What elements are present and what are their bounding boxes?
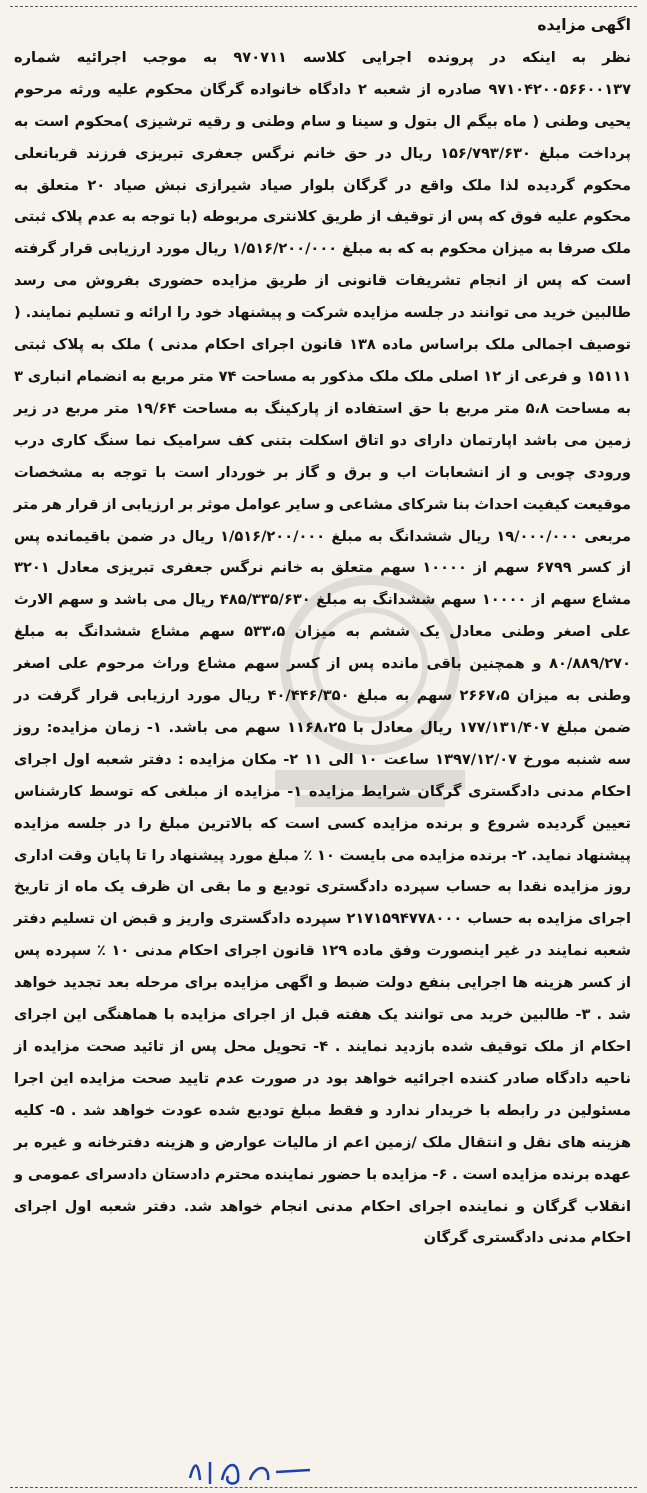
notice-title: اگهی مزایده bbox=[537, 16, 631, 34]
bottom-dashed-rule bbox=[10, 1487, 637, 1488]
auction-notice bbox=[14, 10, 631, 1254]
handwritten-signature-icon bbox=[180, 1450, 330, 1490]
top-dashed-rule bbox=[10, 6, 637, 7]
notice-body: نظر به اینکه در پرونده اجرایی کلاسه ۹۷۰۷۱۱ به موجب اجرائیه شماره ۹۷۱۰۴۲۰۰۵۶۶۰۰۱۳۷ صادره از شعبه ۲ دادگاه خانواده گرگان محکوم علیه ورثه مرحوم یحیی وطنی ( ماه بیگم ال بتول و سینا و سام وطنی و رقیه ترشیزی )محکوم است به پرداخت مبلغ ۱۵۶/۷۹۳/۶۳۰ ریال در حق خانم نرگس جعفری تبریزی فرزند قربانعلی محکوم گردیده لذا ملک واقع در گرگان بلوار صیاد شیرازی نبش صیاد ۲۰ متعلق به محکوم علیه فوق که پس از توقیف از طریق کلانتری مربوطه (با توجه به عدم پلاک ثبتی ملک صرفا به میزان محکوم به که به مبلغ ۱/۵۱۶/۲۰۰/۰۰۰ ریال مورد ارزیابی قرار گرفته است که پس از انجام تشریفات قانونی از طریق مزایده حضوری بفروش می رسد طالبین خرید می توانند در جلسه مزایده شرکت و پیشنهاد خود را ارائه و تسلیم نمایند. ( توصیف اجمالی ملک براساس ماده ۱۳۸ قانون اجرای احکام مدنی ) ملک به پلاک ثبتی ۱۵۱۱۱ و فرعی از ۱۲ اصلی ملک ملک مذکور به مساحت ۷۴ متر مربع به انضمام انباری ۳ به مساحت ۵،۸ متر مربع با حق استفاده از پارکینگ به مساحت ۱۹/۶۴ متر مربع در زیر زمین می باشد اپارتمان دارای دو اتاق اسکلت بتنی کف سرامیک نما سنگ کاری درب ورودی چوبی و از انشعابات اب و برق و گاز بر خوردار است با توجه به مشخصات موقیعت کیفیت احداث بنا شرکای مشاعی و سایر عوامل موثر بر ارزیابی از قرار هر متر مربعی ۱۹/۰۰۰/۰۰۰ ریال ششدانگ به مبلغ ۱/۵۱۶/۲۰۰/۰۰۰ ریال در ضمن باقیمانده پس از کسر ۶۷۹۹ سهم از ۱۰۰۰۰ سهم متعلق به خانم نرگس جعفری تبریزی معادل ۳۲۰۱ مشاع سهم از ۱۰۰۰۰ سهم ششدانگ به مبلغ ۴۸۵/۳۳۵/۶۳۰ ریال می باشد و سهم الارث علی اصغر وطنی معادل یک ششم به میزان ۵۳۳،۵ سهم مشاع ششدانگ به مبلغ ۸۰/۸۸۹/۲۷۰ و همچنین باقی مانده پس از کسر سهم مشاع وراث مرحوم علی اصغر وطنی به میزان ۲۶۶۷،۵ سهم به مبلغ ۴۰/۴۴۶/۳۵۰ ریال مورد ارزیابی قرار گرفت در ضمن مبلغ ۱۷۷/۱۳۱/۴۰۷ ریال معادل با ۱۱۶۸،۲۵ سهم می باشد. ۱- زمان مزایده: روز سه شنبه مورخ ۱۳۹۷/۱۲/۰۷ ساعت ۱۰ الی ۱۱ ۲- مکان مزایده : دفتر شعبه اول اجرای احکام مدنی دادگستری گرگان شرایط مزایده ۱- مزایده از مبلغی که توسط کارشناس تعیین گردیده شروع و برنده مزایده کسی است که بالاترین مبلغ را در جلسه مزایده پیشنهاد نماید. ۲- برنده مزایده می بایست ۱۰ ٪ مبلغ مورد پیشنهاد را تا پایان وقت اداری روز مزایده نقدا به حساب سپرده دادگستری تودیع و ما بقی ان ظرف یک ماه از تاریخ اجرای مزایده به حساب ۲۱۷۱۵۹۴۷۷۸۰۰۰ سپرده دادگستری واریز و قبض ان تسلیم دفتر شعبه نمایند در غیر اینصورت وفق ماده ۱۲۹ قانون اجرای احکام مدنی ۱۰ ٪ سپرده پس از کسر هزینه ها اجرایی بنفع دولت ضبط و اگهی مزایده برای مرحله بعد تجدید خواهد شد . ۳- طالبین خرید می توانند یک هفته قبل از اجرای مزایده با هماهنگی این اجرای احکام از ملک توقیف شده بازدید نمایند . ۴- تحویل محل پس از تائید صحت مزایده از ناحیه دادگاه صادر کننده اجرائیه خواهد بود در صورت عدم تایید صحت مزایده این اجرا مسئولین در رابطه با خریدار ندارد و فقط مبلغ تودیع شده عودت خواهد شد . ۵- کلیه هزینه های نقل و انتقال ملک /زمین اعم از مالیات عوارض و هزینه دفترخانه و غیره بر عهده برنده مزایده است . ۶- مزایده با حضور نماینده محترم دادستان دادسرای عمومی و انقلاب گرگان و نماینده اجرای احکام مدنی انجام خواهد شد. دفتر شعبه اول اجرای احکام مدنی دادگستری گرگان bbox=[14, 48, 632, 1247]
